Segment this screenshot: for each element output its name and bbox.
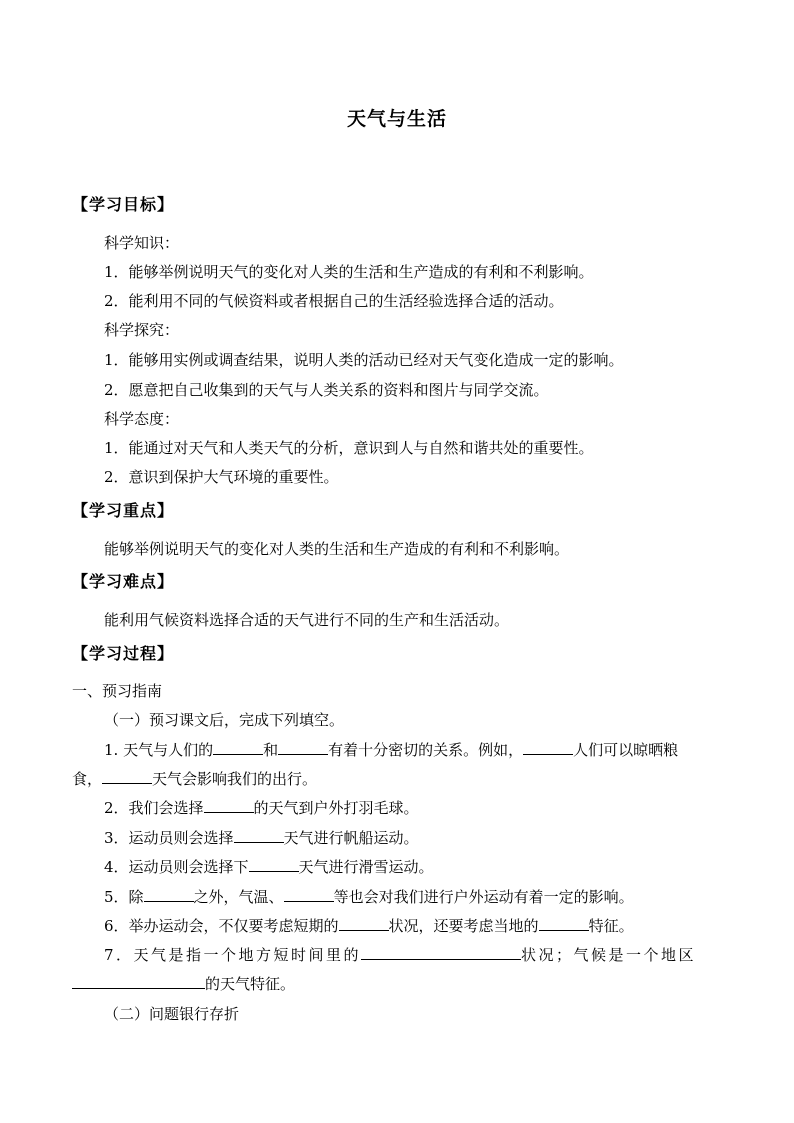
fill-blank[interactable] [72,974,205,989]
fill-blank[interactable] [102,769,152,784]
question-6-part-c: 特征。 [588,917,634,935]
question-1-part-a: 1. 天气与人们的 [104,741,214,759]
question-5-part-b: 之外，气温、 [193,888,284,906]
difficulty-heading: 【学习难点】 [72,572,175,591]
question-6-part-b: 状况，还要考虑当地的 [388,917,539,935]
sci-inquiry-label: 科学探究： [104,321,180,339]
question-1-cont-part-a: 食， [72,770,103,788]
page-title: 天气与生活 [346,108,447,130]
question-1 [104,740,678,760]
question-4-part-b: 天气进行滑雪运动。 [298,858,434,876]
sub2-title: （二）问题银行存折 [104,1005,240,1023]
fill-blank[interactable] [204,798,254,813]
question-7-part-b: 状况；气候是一个地区 [521,946,697,964]
fill-blank[interactable] [213,740,263,755]
question-1-part-c: 有着十分密切的关系。例如， [328,741,524,759]
sci-inquiry-item-1: 1．能够用实例或调查结果，说明人类的活动已经对天气变化造成一定的影响。 [104,351,624,369]
question-2-part-b: 的天气到户外打羽毛球。 [253,799,419,817]
fill-blank[interactable] [339,916,389,931]
process-heading: 【学习过程】 [72,644,175,663]
question-4 [104,857,434,877]
question-1-continued [72,769,317,789]
question-1-part-d: 人们可以晾晒粮 [573,741,679,759]
question-5-part-c: 等也会对我们进行户外运动有着一定的影响。 [333,888,634,906]
question-7-cont-part-a: 的天气特征。 [205,975,296,993]
question-3-part-a: 3．运动员则会选择 [104,829,234,847]
question-7 [104,945,696,965]
question-2-part-a: 2．我们会选择 [104,799,204,817]
fill-blank[interactable] [278,740,328,755]
fill-blank[interactable] [249,857,299,872]
key-point-text: 能够举例说明天气的变化对人类的生活和生产造成的有利和不利影响。 [104,540,570,558]
key-point-heading: 【学习重点】 [72,501,175,520]
sci-attitude-item-2: 2．意识到保护大气环境的重要性。 [104,468,339,486]
part1-title: 一、预习指南 [72,682,163,700]
goals-heading: 【学习目标】 [72,195,175,214]
question-7-continued [72,974,295,994]
question-3 [104,828,419,848]
difficulty-text: 能利用气候资料选择合适的天气进行不同的生产和生活活动。 [104,611,510,629]
sci-knowledge-item-1: 1．能够举例说明天气的变化对人类的生活和生产造成的有利和不利影响。 [104,263,594,281]
sci-knowledge-item-2: 2．能利用不同的气候资料或者根据自己的生活经验选择合适的活动。 [104,292,564,310]
fill-blank[interactable] [539,916,589,931]
question-5 [104,887,634,907]
question-4-part-a: 4．运动员则会选择下 [104,858,249,876]
question-3-part-b: 天气进行帆船运动。 [283,829,419,847]
question-5-part-a: 5．除 [104,888,144,906]
sci-attitude-label: 科学态度： [104,410,180,428]
fill-blank[interactable] [144,887,194,902]
fill-blank[interactable] [361,945,521,960]
question-2 [104,798,419,818]
question-7-part-a: 7．天气是指一个地方短时间里的 [104,946,362,964]
fill-blank[interactable] [523,740,573,755]
sci-inquiry-item-2: 2．愿意把自己收集到的天气与人类关系的资料和图片与同学交流。 [104,381,549,399]
question-1-cont-part-b: 天气会影响我们的出行。 [152,770,318,788]
question-6 [104,916,634,936]
sci-knowledge-label: 科学知识： [104,234,180,252]
question-6-part-a: 6．举办运动会，不仅要考虑短期的 [104,917,339,935]
question-1-part-b: 和 [263,741,279,759]
sub1-title: （一）预习课文后，完成下列填空。 [104,711,345,729]
fill-blank[interactable] [234,828,284,843]
fill-blank[interactable] [284,887,334,902]
sci-attitude-item-1: 1．能通过对天气和人类天气的分析，意识到人与自然和谐共处的重要性。 [104,439,594,457]
